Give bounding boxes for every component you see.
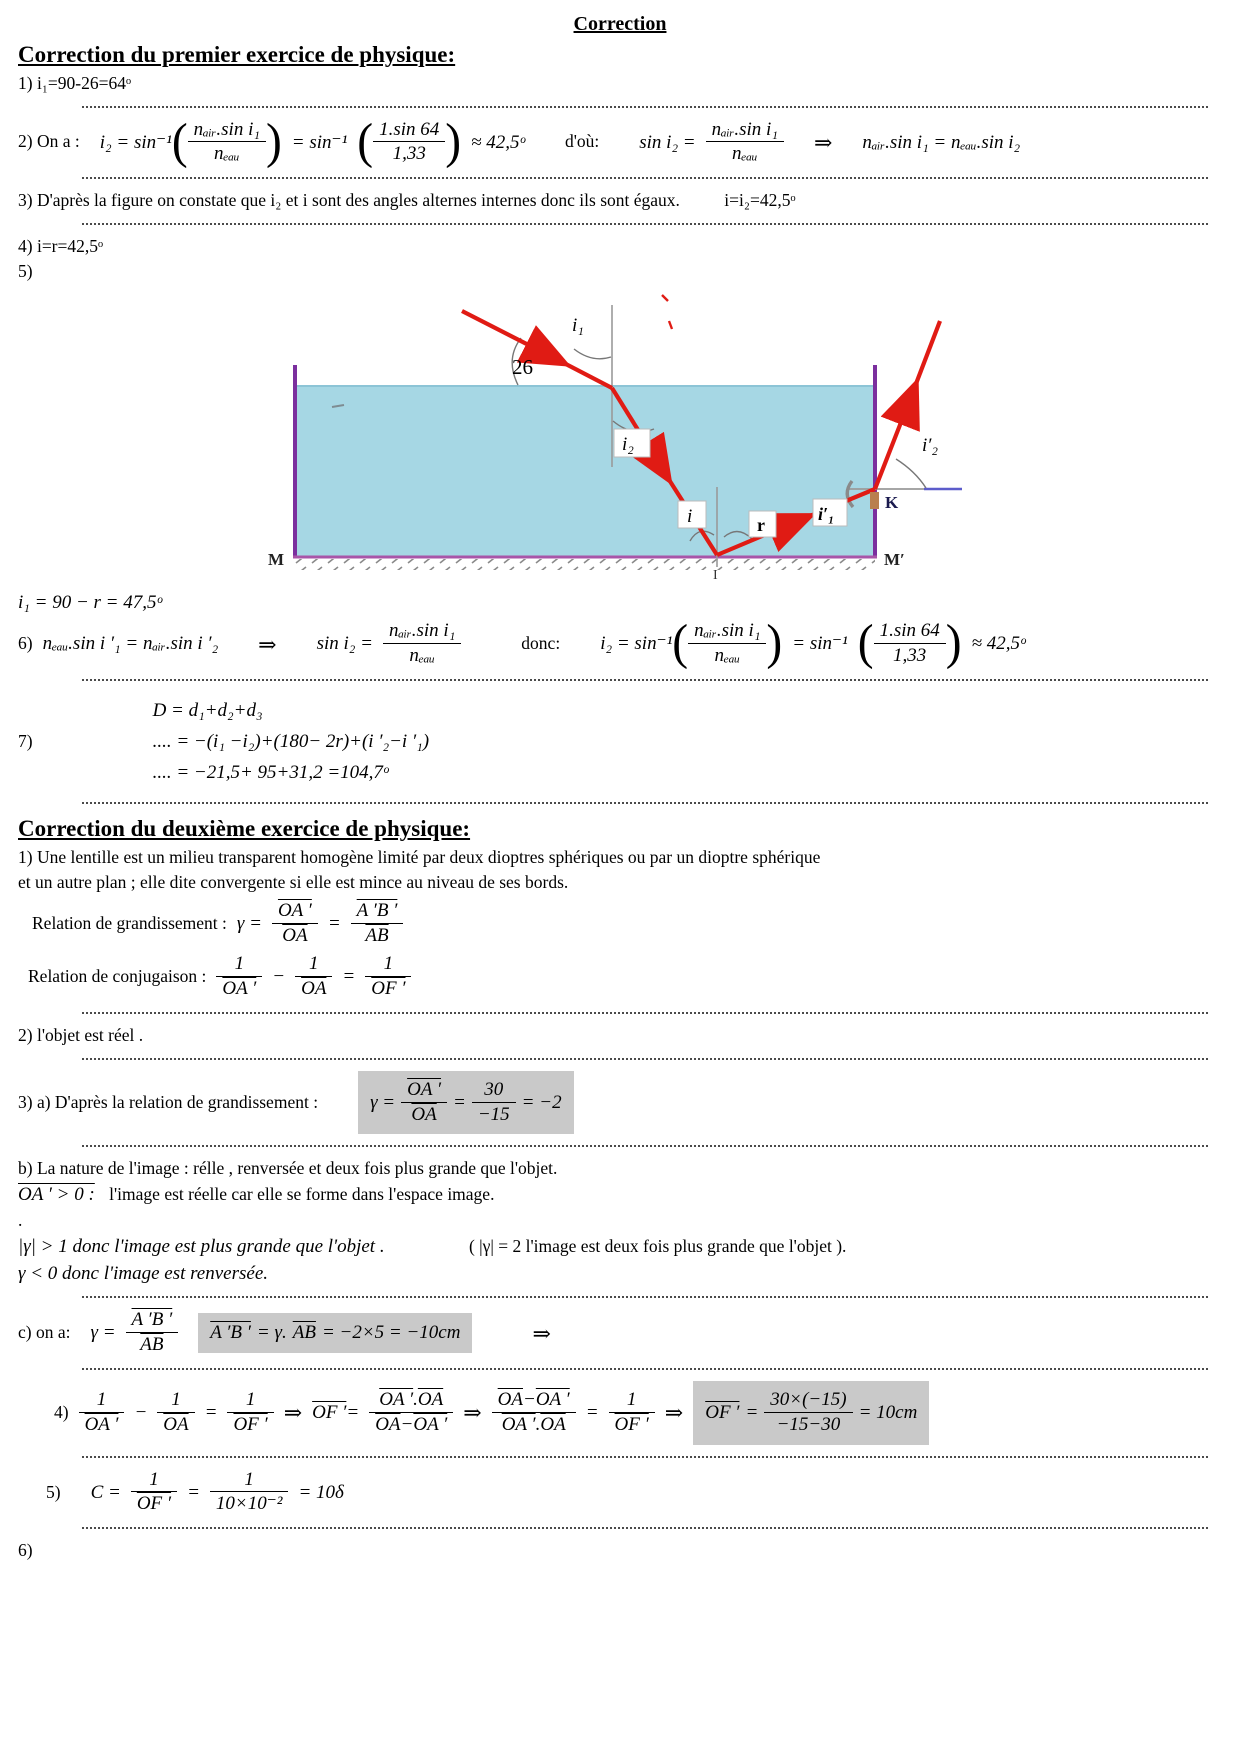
separator <box>82 1368 1208 1370</box>
item7-line2: .... = −(i₁ −i₂)+(180− 2r)+(i ′₂−i ′₁) <box>152 730 430 752</box>
relation-grandissement <box>32 900 1222 948</box>
fraction: nₐᵢᵣ.sin i₁ nₑₐᵤ <box>688 620 766 668</box>
paren-open: ( <box>171 114 188 169</box>
math-AB: $\overline{AB}$ <box>292 1322 316 1344</box>
tank-diagram <box>262 289 972 581</box>
red-tick-2 <box>669 321 672 329</box>
item7-line1: D = d₁+d₂+d₃ <box>152 700 263 722</box>
math-eq: = <box>187 1481 200 1503</box>
ex2-item4 <box>54 1381 1222 1445</box>
math-eq: = <box>342 966 356 988</box>
incident-ray <box>462 311 560 361</box>
optics-figure <box>262 289 1222 587</box>
highlight-box-AB <box>198 1313 472 1353</box>
fraction: $\frac{\overline{OA}-OA '}{OA '.\overline{OA}}$ <box>492 1389 576 1437</box>
ex1-item2 <box>18 114 1222 169</box>
fraction: $\frac{1}{OA}$ <box>157 1389 194 1437</box>
item3b-dot: . <box>18 1210 23 1231</box>
math-OA-positive: OA ′ > 0 : <box>18 1184 95 1206</box>
fraction: $\frac{1}{OF '}$ <box>131 1469 177 1517</box>
ex1-heading: Correction du premier exercice de physique: <box>18 42 456 67</box>
item3a-label: 3) a) D'après la relation de grandissement : <box>18 1091 319 1112</box>
math-eq: = <box>204 1401 218 1423</box>
math-sini2: sin i₂ = <box>639 131 696 153</box>
math-result: = 10δ <box>298 1481 344 1503</box>
math-i2: i₂ = sin⁻¹ <box>600 633 673 655</box>
svg-text:i₂: i₂ <box>622 433 634 455</box>
item5-label: 5) <box>46 1481 61 1502</box>
implies-arrow: ⇒ <box>532 1320 551 1346</box>
item3b-line2-text: l'image est réelle car elle se forme dans l'espace image. <box>109 1184 495 1205</box>
relation-conjugaison <box>28 953 1222 1001</box>
math-result: = −2 <box>521 1091 562 1113</box>
conjugaison-label: Relation de conjugaison : <box>28 966 207 987</box>
ex2-item2: 2) l'objet est réel . <box>18 1025 144 1045</box>
highlight-box-OF <box>693 1381 929 1445</box>
separator <box>82 223 1208 225</box>
math-gamma: γ = <box>370 1091 396 1113</box>
math-sini2: sin i₂ = <box>316 633 373 655</box>
item3-text: 3) D'après la figure on constate que i₂ et i sont des angles alternes internes donc ils sont égaux. <box>18 190 680 211</box>
math-gamma: γ = <box>236 912 262 934</box>
separator <box>82 679 1208 681</box>
item4-label: 4) <box>54 1401 69 1422</box>
ex2-item3a <box>18 1071 1222 1135</box>
fraction: $\frac{OA '}{OA}$ <box>401 1079 447 1127</box>
math-i2: i₂ = sin⁻¹ <box>99 131 172 153</box>
label-box-i <box>678 501 706 528</box>
paren-close: ) <box>445 114 462 169</box>
label-ip2: i′₂ <box>922 434 939 456</box>
separator <box>82 1012 1208 1014</box>
fraction: nₐᵢᵣ.sin i₁ nₑₐᵤ <box>188 119 266 167</box>
svg-text:r: r <box>757 514 765 535</box>
math-approx: ≈ 42,5ᵒ <box>471 131 525 153</box>
math-eq: = <box>346 1401 360 1423</box>
implies-arrow: ⇒ <box>664 1400 684 1426</box>
fraction: 1 OA ′ <box>79 1389 125 1437</box>
paren-open: ( <box>672 616 689 671</box>
math-gamma-gt1: |γ| > 1 donc l'image est plus grande que l'objet . <box>18 1235 385 1257</box>
ex1-item6 <box>18 616 1222 671</box>
math-snell2: nₑₐᵤ.sin i ′₁ = nₐᵢᵣ.sin i ′₂ <box>42 633 219 655</box>
item7-line3: .... = −21,5+ 95+31,2 =104,7ᵒ <box>152 761 389 783</box>
item2-label: 2) On a : <box>18 131 80 152</box>
separator <box>82 1456 1208 1458</box>
fraction: $\frac{1}{\text{10×10⁻²}}$ <box>210 1469 289 1517</box>
math-minus: − <box>272 966 286 988</box>
label-box-r <box>749 511 776 537</box>
separator <box>82 177 1208 179</box>
donc-label: donc: <box>521 633 561 654</box>
label-Mprime: M′ <box>884 549 905 569</box>
label-box-i2 <box>614 429 650 457</box>
fraction: $\frac{1}{OF '}$ <box>609 1389 655 1437</box>
ground-hatching <box>295 559 875 570</box>
paren-close: ) <box>265 114 282 169</box>
label-M: M <box>268 549 285 569</box>
fraction: $\frac{30}{-15}$ <box>472 1079 516 1127</box>
exit-ray-2 <box>914 321 940 389</box>
gamma-eq2-note: ( |γ| = 2 l'image est deux fois plus grande que l'objet ). <box>468 1235 847 1256</box>
fraction: 1 OA ′ <box>216 953 262 1001</box>
fraction: $\frac{OA '.\overline{OA}}{\overline{OA}-OA '}$ <box>369 1389 453 1437</box>
arc-ip2 <box>896 459 926 488</box>
ex1-item5: 5) <box>18 260 33 281</box>
arc-i1 <box>574 349 611 359</box>
paren-close: ) <box>945 616 962 671</box>
item3b-line1: b) La nature de l'image : rélle , renversée et deux fois plus grande que l'objet. <box>18 1158 558 1179</box>
item7-lines <box>153 692 429 791</box>
ex2-itemc <box>18 1309 1222 1357</box>
math-eq: = sin⁻¹ <box>291 131 348 153</box>
separator <box>82 1296 1208 1298</box>
fraction: $\frac{1}{OF '}$ <box>365 953 411 1001</box>
label-K: K <box>885 492 899 512</box>
paren-open: ( <box>857 616 874 671</box>
fraction: $\frac{1}{OF '}$ <box>227 1389 273 1437</box>
item3-result: i=i₂=42,5ᵒ <box>724 190 796 211</box>
itemc-label: c) on a: <box>18 1322 71 1343</box>
math-C: C = <box>90 1481 121 1503</box>
implies-arrow: ⇒ <box>813 129 833 155</box>
math-minus: − <box>134 1401 148 1423</box>
incident-ray-2 <box>560 361 612 388</box>
label-I: I <box>713 567 718 581</box>
paren-open: ( <box>357 114 374 169</box>
ex2-item6: 6) <box>18 1540 33 1561</box>
math-eq: = <box>453 1091 466 1113</box>
implies-arrow: ⇒ <box>258 631 277 657</box>
math-eq: = sin⁻¹ <box>792 633 848 655</box>
math-OFp: OF ′ <box>312 1401 347 1423</box>
item3b-line5: γ < 0 donc l'image est renversée. <box>18 1262 269 1284</box>
fraction: nₐᵢᵣ.sin i₁ nₑₐᵤ <box>706 119 784 167</box>
svg-text:i: i <box>687 505 693 527</box>
math-ApBp: A ′B ′ <box>210 1322 251 1344</box>
separator <box>82 106 1208 108</box>
fraction: $\frac{A 'B '}{AB}$ <box>351 900 404 948</box>
separator <box>82 1145 1208 1147</box>
highlight-box-gamma <box>358 1071 574 1135</box>
ex1-item3 <box>18 190 1222 212</box>
ex2-item1-line2: et un autre plan ; elle dite convergente si elle est mince au niveau de ses bords. <box>18 871 569 892</box>
math-eq-gamma: = γ. <box>256 1322 287 1344</box>
math-eq: = <box>745 1401 759 1423</box>
fraction: 1.sin 64 1,33 <box>373 119 445 167</box>
fraction: $\frac{OA '}{OA}$ <box>272 900 318 948</box>
page-title: Correction <box>573 13 667 35</box>
fraction: $\frac{1}{OA}$ <box>295 953 332 1001</box>
ex2-item5 <box>46 1469 1222 1517</box>
math-approx: ≈ 42,5ᵒ <box>971 633 1026 655</box>
item3b-line4 <box>18 1235 1222 1259</box>
paren-close: ) <box>766 616 783 671</box>
svg-text:i′₁: i′₁ <box>818 503 835 524</box>
separator <box>82 802 1208 804</box>
ex1-item4: 4) i=r=42,5ᵒ <box>18 236 104 257</box>
dou-label: d'où: <box>564 131 600 152</box>
fraction: $\frac{30\times(-15)}{-15-30}$ <box>764 1389 852 1437</box>
separator <box>82 1058 1208 1060</box>
fraction: nₐᵢᵣ.sin i₁ nₑₐᵤ <box>383 620 461 668</box>
grandissement-label: Relation de grandissement : <box>32 912 227 933</box>
red-tick-1 <box>662 295 668 301</box>
math-result: = 10cm <box>858 1401 918 1423</box>
item7-label: 7) <box>18 730 33 751</box>
ex2-item1-line1: 1) Une lentille est un milieu transparent homogène limité par deux dioptres sphériques ou par un dioptre sphérique <box>18 847 821 868</box>
label-box-ip1 <box>813 499 847 526</box>
math-eq: = <box>585 1401 599 1423</box>
implies-arrow: ⇒ <box>283 1400 303 1426</box>
fraction: $\frac{A 'B '}{AB}$ <box>126 1309 179 1357</box>
item3b-line2 <box>18 1183 1222 1207</box>
fraction: 1.sin 64 1,33 <box>874 620 946 668</box>
label-26: 26 <box>512 354 533 379</box>
math-snell: nₐᵢᵣ.sin i₁ = nₑₐᵤ.sin i₂ <box>862 131 1021 153</box>
math-result: = −2×5 = −10cm <box>321 1322 461 1344</box>
math-eq: = <box>327 912 341 934</box>
after-figure-eq: i₁ = 90 − r = 47,5ᵒ <box>18 591 162 613</box>
math-gamma: γ = <box>90 1322 116 1344</box>
math-OFp: OF ′ <box>705 1401 740 1423</box>
wall-exit-block <box>870 492 879 509</box>
item6-label: 6) <box>18 633 33 654</box>
ex1-item1: 1) i₁=90-26=64ᵒ <box>18 72 132 93</box>
ex2-heading: Correction du deuxième exercice de physique: <box>18 816 471 842</box>
water <box>295 386 875 556</box>
separator <box>82 1527 1208 1529</box>
ex1-item7 <box>18 692 1222 791</box>
exit-ray <box>875 389 914 489</box>
label-i1: i₁ <box>572 314 584 336</box>
implies-arrow: ⇒ <box>463 1400 482 1426</box>
